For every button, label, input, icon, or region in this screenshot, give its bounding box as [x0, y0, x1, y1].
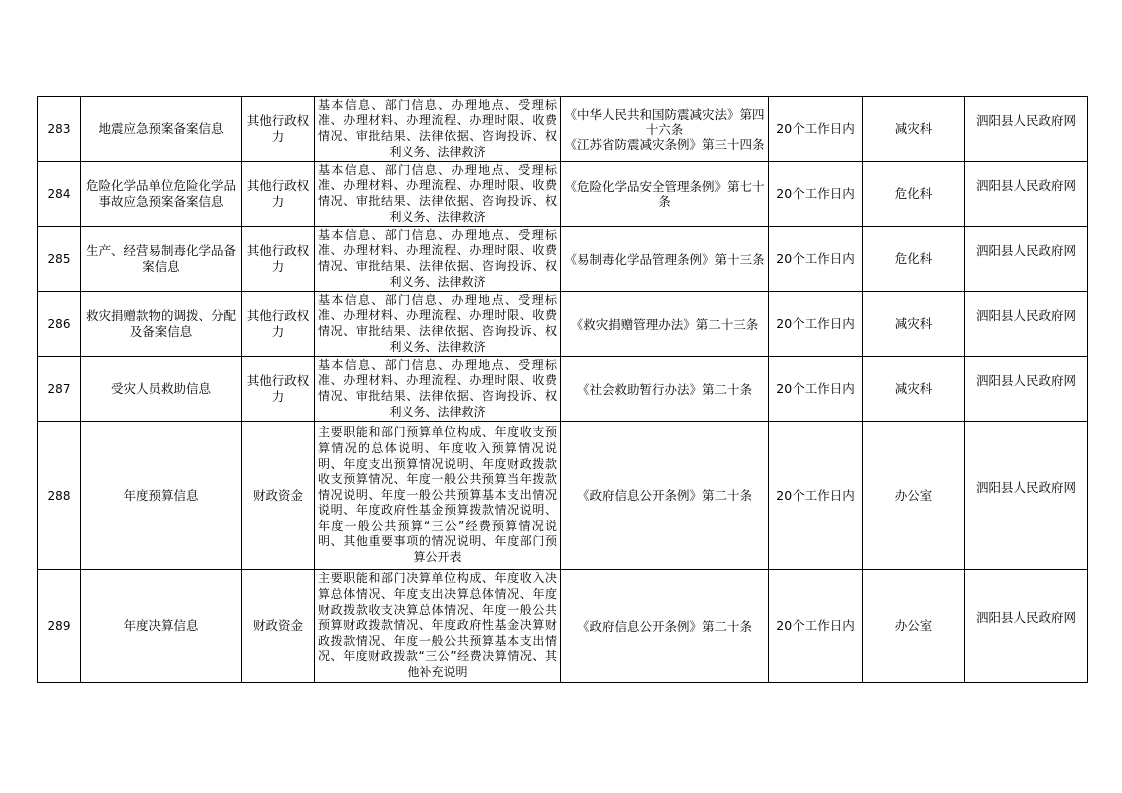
responsible-dept: 危化科: [863, 162, 965, 227]
disclosure-content: 基本信息、部门信息、办理地点、受理标准、办理材料、办理流程、办理时限、收费情况、审批结果、法律依据、咨询投诉、权利义务、法律救济: [315, 227, 561, 292]
disclosure-content: 基本信息、部门信息、办理地点、受理标准、办理材料、办理流程、办理时限、收费情况、审批结果、法律依据、咨询投诉、权利义务、法律救济: [315, 357, 561, 422]
responsible-dept: 减灾科: [863, 357, 965, 422]
power-type: 其他行政权力: [242, 227, 315, 292]
power-type: 财政资金: [242, 422, 315, 570]
channel-text: 泗阳县人民政府网: [975, 308, 1076, 323]
responsible-dept: 减灾科: [863, 97, 965, 162]
legal-basis: 《社会救助暂行办法》第二十条: [561, 357, 769, 422]
disclosure-content: 主要职能和部门决算单位构成、年度收入决算总体情况、年度支出决算总体情况、年度财政拨款收支决算总体情况、年度一般公共预算财政拨款情况、年度政府性基金决算财政拨款情况、年度一般公共预算基本支出情况、年度财政拨款“三公”经费决算情况、其他补充说明: [315, 570, 561, 683]
row-number: 286: [38, 292, 81, 357]
channel-text: 泗阳县人民政府网: [975, 243, 1076, 258]
row-number: 289: [38, 570, 81, 683]
disclosure-channel: [965, 162, 1088, 227]
channel-text: 泗阳县人民政府网: [975, 178, 1076, 193]
time-limit: 20个工作日内: [769, 162, 863, 227]
table-row: [38, 570, 1088, 683]
item-name: 年度决算信息: [81, 570, 242, 683]
channel-text: 泗阳县人民政府网: [975, 610, 1076, 625]
disclosure-content: 主要职能和部门预算单位构成、年度收支预算情况的总体说明、年度收入预算情况说明、年度支出预算情况说明、年度财政拨款收支预算情况、年度一般公共预算当年拨款情况说明、年度一般公共预算基本支出情况说明、年度政府性基金预算拨款情况说明、年度一般公共预算“三公”经费预算情况说明、其他重要事项的情况说明、年度部门预算公开表: [315, 422, 561, 570]
channel-text: 泗阳县人民政府网: [975, 373, 1076, 388]
row-number: 285: [38, 227, 81, 292]
channel-text: 泗阳县人民政府网: [975, 479, 1076, 495]
disclosure-channel: [965, 422, 1088, 570]
power-type: 其他行政权力: [242, 357, 315, 422]
channel-text: 泗阳县人民政府网: [975, 113, 1076, 128]
item-name: 危险化学品单位危险化学品事故应急预案备案信息: [81, 162, 242, 227]
row-number: 287: [38, 357, 81, 422]
item-name: 生产、经营易制毒化学品备案信息: [81, 227, 242, 292]
item-name: 年度预算信息: [81, 422, 242, 570]
power-type: 其他行政权力: [242, 162, 315, 227]
item-name: 救灾捐赠款物的调拨、分配及备案信息: [81, 292, 242, 357]
disclosure-channel: [965, 357, 1088, 422]
responsible-dept: 办公室: [863, 422, 965, 570]
row-number: 288: [38, 422, 81, 570]
table-row: [38, 422, 1088, 570]
legal-basis: 《救灾捐赠管理办法》第二十三条: [561, 292, 769, 357]
disclosure-content: 基本信息、部门信息、办理地点、受理标准、办理材料、办理流程、办理时限、收费情况、审批结果、法律依据、咨询投诉、权利义务、法律救济: [315, 162, 561, 227]
responsible-dept: 减灾科: [863, 292, 965, 357]
time-limit: 20个工作日内: [769, 422, 863, 570]
legal-basis: 《危险化学品安全管理条例》第七十条: [561, 162, 769, 227]
time-limit: 20个工作日内: [769, 292, 863, 357]
table-row: [38, 227, 1088, 292]
table-row: [38, 357, 1088, 422]
disclosure-content: 基本信息、部门信息、办理地点、受理标准、办理材料、办理流程、办理时限、收费情况、审批结果、法律依据、咨询投诉、权利义务、法律救济: [315, 292, 561, 357]
disclosure-table: [37, 96, 1088, 683]
table-row: [38, 97, 1088, 162]
time-limit: 20个工作日内: [769, 357, 863, 422]
responsible-dept: 办公室: [863, 570, 965, 683]
table-row: [38, 292, 1088, 357]
legal-basis: 《政府信息公开条例》第二十条: [561, 422, 769, 570]
power-type: 财政资金: [242, 570, 315, 683]
legal-basis: 《政府信息公开条例》第二十条: [561, 570, 769, 683]
time-limit: 20个工作日内: [769, 97, 863, 162]
disclosure-content: 基本信息、部门信息、办理地点、受理标准、办理材料、办理流程、办理时限、收费情况、审批结果、法律依据、咨询投诉、权利义务、法律救济: [315, 97, 561, 162]
legal-basis: 《中华人民共和国防震减灾法》第四十六条 《江苏省防震减灾条例》第三十四条: [561, 97, 769, 162]
time-limit: 20个工作日内: [769, 570, 863, 683]
responsible-dept: 危化科: [863, 227, 965, 292]
item-name: 地震应急预案备案信息: [81, 97, 242, 162]
disclosure-channel: [965, 292, 1088, 357]
disclosure-channel: [965, 97, 1088, 162]
row-number: 283: [38, 97, 81, 162]
legal-basis: 《易制毒化学品管理条例》第十三条: [561, 227, 769, 292]
disclosure-channel: [965, 570, 1088, 683]
power-type: 其他行政权力: [242, 292, 315, 357]
disclosure-channel: [965, 227, 1088, 292]
item-name: 受灾人员救助信息: [81, 357, 242, 422]
time-limit: 20个工作日内: [769, 227, 863, 292]
row-number: 284: [38, 162, 81, 227]
table-row: [38, 162, 1088, 227]
power-type: 其他行政权力: [242, 97, 315, 162]
